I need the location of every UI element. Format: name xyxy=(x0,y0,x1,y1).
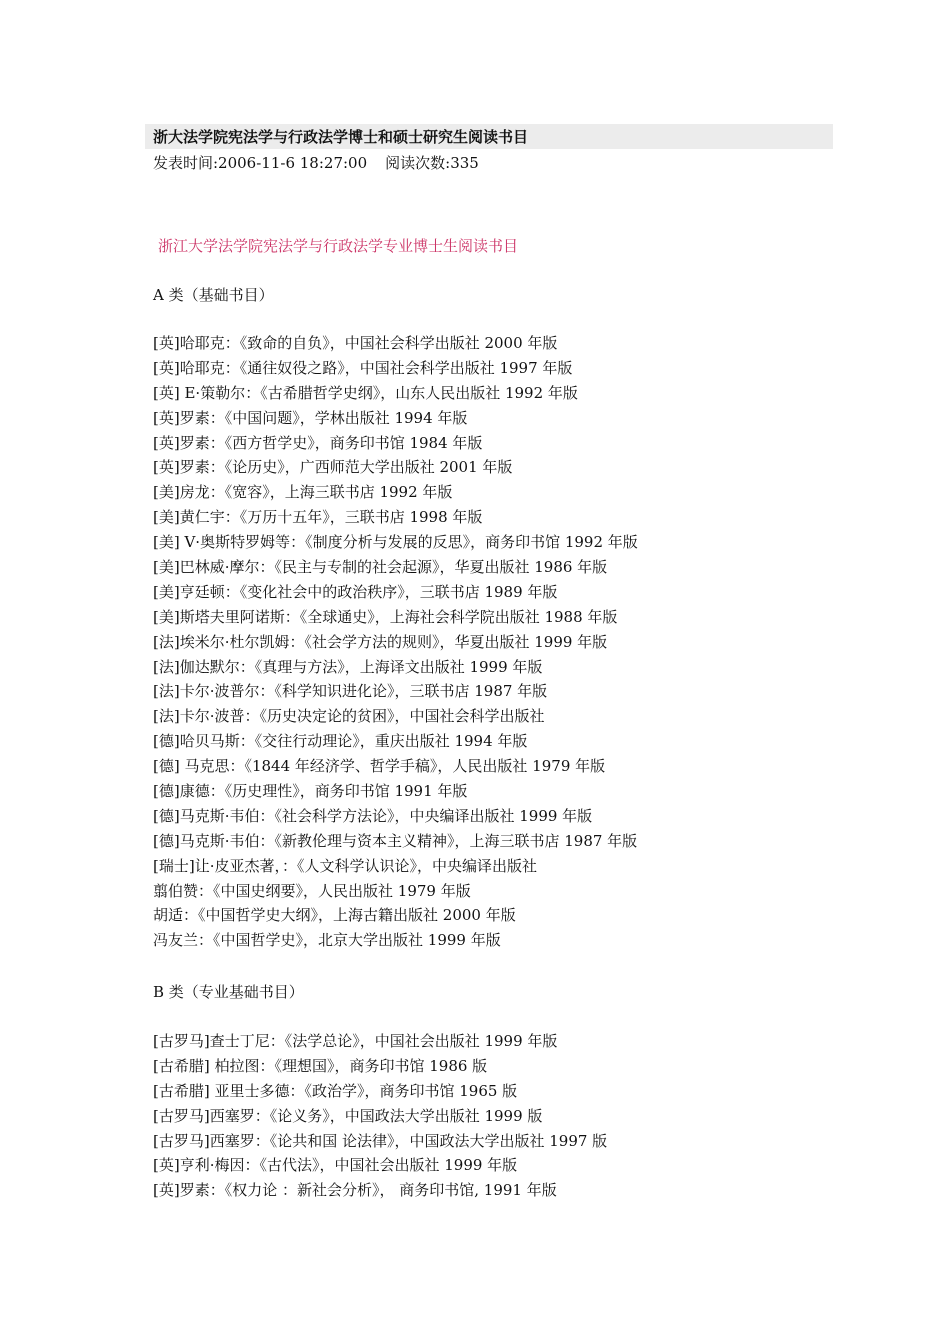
list-item: [美]斯塔夫里阿诺斯：《全球通史》，上海社会科学院出版社 1988 年版 xyxy=(153,607,618,626)
article-title: 浙大法学院宪法学与行政法学博士和硕士研究生阅读书目 xyxy=(153,128,529,146)
view-count: 阅读次数:335 xyxy=(385,154,479,172)
list-item: [古罗马]西塞罗：《论义务》，中国政法大学出版社 1999 版 xyxy=(153,1106,543,1125)
list-item: [英]哈耶克：《通往奴役之路》，中国社会科学出版社 1997 年版 xyxy=(153,358,573,377)
list-item: [德]康德：《历史理性》，商务印书馆 1991 年版 xyxy=(153,782,468,801)
list-item: [法]埃米尔·杜尔凯姆：《社会学方法的规则》，华夏出版社 1999 年版 xyxy=(153,632,608,651)
section-a-heading: A 类（基础书目） xyxy=(153,286,274,304)
list-item: [美]亨廷顿：《变化社会中的政治秩序》，三联书店 1989 年版 xyxy=(153,582,558,601)
list-item: [德]哈贝马斯：《交往行动理论》，重庆出版社 1994 年版 xyxy=(153,732,528,751)
list-item: [德]马克斯·韦伯：《社会科学方法论》，中央编译出版社 1999 年版 xyxy=(153,806,593,825)
list-item: [法]卡尔·波普：《历史决定论的贫困》，中国社会科学出版社 xyxy=(153,707,545,726)
list-item: 翦伯赞：《中国史纲要》，人民出版社 1979 年版 xyxy=(153,881,471,900)
document-subtitle: 浙江大学法学院宪法学与行政法学专业博士生阅读书目 xyxy=(158,237,519,255)
list-item: [英]亨利·梅因：《古代法》，中国社会出版社 1999 年版 xyxy=(153,1156,518,1175)
list-item: [英]哈耶克：《致命的自负》，中国社会科学出版社 2000 年版 xyxy=(153,334,558,352)
list-item: [英]罗素：《中国问题》，学林出版社 1994 年版 xyxy=(153,408,468,427)
list-item: [英]罗素：《西方哲学史》，商务印书馆 1984 年版 xyxy=(153,433,483,452)
list-item: [英]罗素：《权力论 ：新社会分析》， 商务印书馆, 1991 年版 xyxy=(153,1181,557,1200)
list-item: [德] 马克思：《1844 年经济学、哲学手稿》，人民出版社 1979 年版 xyxy=(153,757,606,776)
list-item: [法]卡尔·波普尔：《科学知识进化论》，三联书店 1987 年版 xyxy=(153,682,548,701)
list-item: [德]马克斯·韦伯：《新教伦理与资本主义精神》，上海三联书店 1987 年版 xyxy=(153,831,638,850)
list-item: [瑞士]让·皮亚杰著，：《人文科学认识论》，中央编译出版社 xyxy=(153,856,537,875)
list-item: [古希腊] 柏拉图：《理想国》，商务印书馆 1986 版 xyxy=(153,1056,488,1075)
section-b-book-list xyxy=(153,1029,607,1203)
list-item: 冯友兰：《中国哲学史》，北京大学出版社 1999 年版 xyxy=(153,931,501,950)
list-item: [美]黄仁宇：《万历十五年》，三联书店 1998 年版 xyxy=(153,508,483,527)
list-item: [美]房龙：《宽容》，上海三联书店 1992 年版 xyxy=(153,483,453,502)
section-a-book-list xyxy=(153,331,638,953)
list-item: [美] V·奥斯特罗姆等：《制度分析与发展的反思》，商务印书馆 1992 年版 xyxy=(153,533,638,552)
list-item: [法]伽达默尔：《真理与方法》，上海译文出版社 1999 年版 xyxy=(153,657,543,676)
publish-time: 发表时间:2006-11-6 18:27:00 xyxy=(153,154,368,172)
article-meta xyxy=(153,153,479,173)
list-item: [英]罗素：《论历史》，广西师范大学出版社 2001 年版 xyxy=(153,458,513,477)
list-item: 胡适：《中国哲学史大纲》，上海古籍出版社 2000 年版 xyxy=(153,906,516,925)
list-item: [美]巴林威·摩尔：《民主与专制的社会起源》，华夏出版社 1986 年版 xyxy=(153,558,608,577)
list-item: [英] E·策勒尔：《古希腊哲学史纲》，山东人民出版社 1992 年版 xyxy=(153,383,578,402)
section-b-heading: B 类（专业基础书目） xyxy=(153,983,304,1001)
list-item: [古罗马]查士丁尼：《法学总论》，中国社会出版社 1999 年版 xyxy=(153,1032,558,1050)
list-item: [古罗马]西塞罗：《论共和国 论法律》，中国政法大学出版社 1997 版 xyxy=(153,1131,608,1150)
list-item: [古希腊] 亚里士多德：《政治学》，商务印书馆 1965 版 xyxy=(153,1081,518,1100)
